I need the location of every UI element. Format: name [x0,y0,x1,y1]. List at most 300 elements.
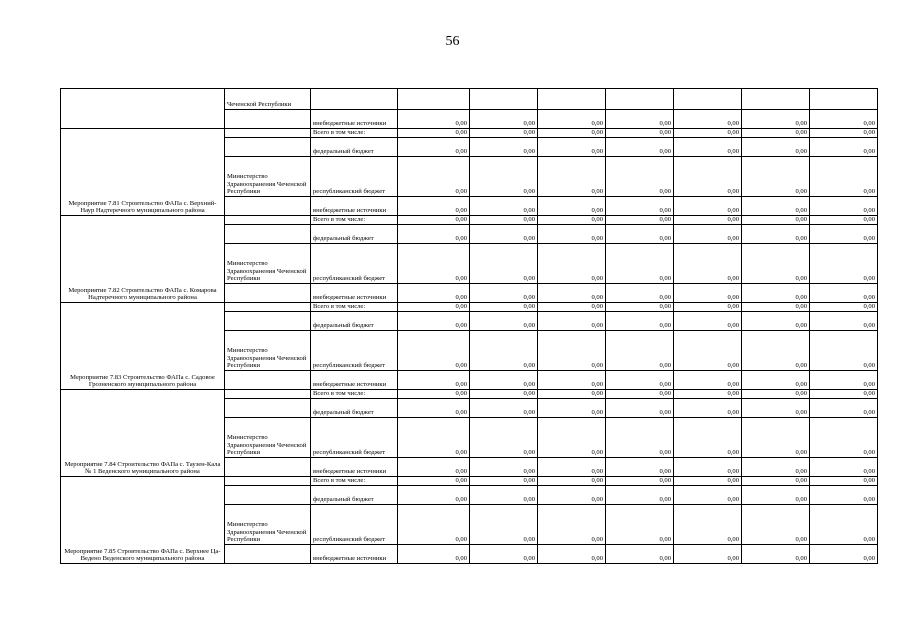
value-text: 0,00 [523,496,535,504]
value-text: 0,00 [795,120,807,128]
source-cell [311,458,398,477]
value-text: 0,00 [455,129,467,137]
source-label: республиканский бюджет [313,449,386,457]
source-label: Всего в том числе: [313,477,366,485]
value-text: 0,00 [455,555,467,563]
value-text: 0,00 [523,477,535,485]
value-cell [674,157,742,197]
table-row [61,89,878,110]
value-cell [742,284,810,303]
value-text: 0,00 [455,148,467,156]
value-cell [398,399,470,418]
value-cell [470,157,538,197]
value-cell [606,399,674,418]
value-cell [470,138,538,157]
value-cell [470,303,538,312]
value-cell [538,390,606,399]
value-text: 0,00 [591,216,603,224]
value-text: 0,00 [863,120,875,128]
source-label: федеральный бюджет [313,322,374,330]
source-label: Всего в том числе: [313,303,366,311]
executor-cell [225,545,311,564]
value-text: 0,00 [455,409,467,417]
value-text: 0,00 [591,390,603,398]
value-text: 0,00 [659,468,671,476]
value-cell [810,399,878,418]
value-text: 0,00 [591,322,603,330]
value-cell [398,244,470,284]
source-cell [311,138,398,157]
value-text: 0,00 [795,555,807,563]
source-cell [311,225,398,244]
value-text: 0,00 [795,381,807,389]
value-text: 0,00 [863,207,875,215]
value-text: 0,00 [591,468,603,476]
source-cell [311,129,398,138]
value-cell [470,129,538,138]
value-text: 0,00 [523,322,535,330]
source-cell [311,477,398,486]
table-row [61,129,878,138]
executor-cell [225,486,311,505]
value-text: 0,00 [795,303,807,311]
value-cell [470,244,538,284]
value-cell [606,225,674,244]
value-text: 0,00 [659,496,671,504]
executor-cell [225,505,311,545]
value-cell [398,303,470,312]
executor-cell [225,284,311,303]
value-cell [810,244,878,284]
value-cell [674,331,742,371]
value-text: 0,00 [727,409,739,417]
value-text: 0,00 [659,207,671,215]
value-cell [470,312,538,331]
value-text: 0,00 [659,322,671,330]
executor-cell [225,89,311,110]
value-text: 0,00 [523,216,535,224]
value-text: 0,00 [727,449,739,457]
value-cell [538,303,606,312]
value-text: 0,00 [523,303,535,311]
value-text: 0,00 [727,362,739,370]
value-cell [674,486,742,505]
value-text: 0,00 [659,409,671,417]
value-text: 0,00 [455,216,467,224]
value-cell [538,89,606,110]
executor-cell [225,129,311,138]
value-text: 0,00 [863,409,875,417]
value-cell [398,390,470,399]
executor-cell [225,312,311,331]
value-text: 0,00 [523,120,535,128]
source-cell [311,331,398,371]
source-label: республиканский бюджет [313,275,386,283]
value-cell [398,138,470,157]
value-text: 0,00 [863,294,875,302]
value-text: 0,00 [523,536,535,544]
value-cell [470,216,538,225]
value-cell [742,216,810,225]
value-cell [538,505,606,545]
value-cell [470,486,538,505]
value-cell [810,486,878,505]
value-cell [674,197,742,216]
value-text: 0,00 [727,294,739,302]
value-cell [606,458,674,477]
value-cell [674,545,742,564]
value-cell [398,418,470,458]
value-cell [742,371,810,390]
value-cell [810,418,878,458]
value-text: 0,00 [591,449,603,457]
value-cell [742,418,810,458]
value-cell [470,390,538,399]
value-text: 0,00 [659,275,671,283]
value-text: 0,00 [455,275,467,283]
value-cell [810,545,878,564]
executor-cell [225,331,311,371]
executor-label: Министерство Здравоохранения Чеченской Республики [227,173,307,196]
executor-label: Чеченской Республики [227,101,292,109]
executor-label: Министерство Здравоохранения Чеченской Республики [227,347,307,370]
source-label: республиканский бюджет [313,362,386,370]
value-text: 0,00 [455,303,467,311]
value-cell [674,371,742,390]
value-text: 0,00 [591,536,603,544]
value-cell [810,390,878,399]
source-cell [311,216,398,225]
value-cell [606,197,674,216]
value-text: 0,00 [863,362,875,370]
source-cell [311,312,398,331]
value-cell [606,418,674,458]
event-title-cell [61,129,225,216]
value-text: 0,00 [863,477,875,485]
value-cell [810,371,878,390]
value-text: 0,00 [863,216,875,224]
value-text: 0,00 [659,362,671,370]
value-cell [398,284,470,303]
source-label: Всего в том числе: [313,216,366,224]
value-text: 0,00 [727,303,739,311]
value-cell [674,418,742,458]
value-text: 0,00 [727,216,739,224]
value-text: 0,00 [455,294,467,302]
value-text: 0,00 [659,536,671,544]
value-cell [538,486,606,505]
source-cell [311,110,398,129]
value-text: 0,00 [523,235,535,243]
source-label: внебюджетные источники [313,207,387,215]
value-text: 0,00 [795,322,807,330]
value-text: 0,00 [591,555,603,563]
value-text: 0,00 [795,294,807,302]
value-text: 0,00 [659,129,671,137]
value-cell [538,399,606,418]
value-text: 0,00 [523,381,535,389]
value-cell [742,331,810,371]
value-text: 0,00 [591,207,603,215]
value-cell [398,477,470,486]
value-cell [606,216,674,225]
value-text: 0,00 [795,409,807,417]
value-cell [606,486,674,505]
value-text: 0,00 [591,148,603,156]
value-cell [810,89,878,110]
table-row [61,390,878,399]
value-cell [674,312,742,331]
value-cell [470,545,538,564]
value-text: 0,00 [727,188,739,196]
value-text: 0,00 [591,188,603,196]
executor-cell [225,110,311,129]
value-text: 0,00 [863,536,875,544]
executor-cell [225,477,311,486]
value-cell [742,138,810,157]
value-text: 0,00 [455,477,467,485]
value-cell [742,197,810,216]
value-cell [742,505,810,545]
value-cell [538,197,606,216]
value-cell [742,89,810,110]
value-text: 0,00 [863,449,875,457]
value-text: 0,00 [863,235,875,243]
value-cell [398,225,470,244]
value-text: 0,00 [523,409,535,417]
value-text: 0,00 [727,322,739,330]
value-cell [742,486,810,505]
value-text: 0,00 [795,390,807,398]
value-text: 0,00 [863,322,875,330]
value-text: 0,00 [591,129,603,137]
value-text: 0,00 [591,381,603,389]
source-label: внебюджетные источники [313,555,387,563]
value-cell [742,458,810,477]
value-cell [810,110,878,129]
value-cell [538,129,606,138]
value-text: 0,00 [727,496,739,504]
value-text: 0,00 [863,496,875,504]
value-text: 0,00 [455,188,467,196]
value-text: 0,00 [863,188,875,196]
value-text: 0,00 [727,120,739,128]
value-cell [538,244,606,284]
value-text: 0,00 [455,120,467,128]
source-label: Всего в том числе: [313,129,366,137]
value-text: 0,00 [727,207,739,215]
value-cell [810,312,878,331]
executor-cell [225,390,311,399]
value-text: 0,00 [523,129,535,137]
budget-table [60,88,878,564]
value-cell [674,390,742,399]
value-cell [674,89,742,110]
value-cell [538,225,606,244]
value-text: 0,00 [863,381,875,389]
value-cell [398,545,470,564]
value-text: 0,00 [591,303,603,311]
source-cell [311,399,398,418]
value-cell [674,399,742,418]
executor-cell [225,303,311,312]
executor-label: Министерство Здравоохранения Чеченской Республики [227,434,307,457]
value-cell [810,216,878,225]
value-text: 0,00 [863,390,875,398]
value-cell [810,138,878,157]
value-cell [810,505,878,545]
source-label: федеральный бюджет [313,496,374,504]
value-cell [470,197,538,216]
value-cell [674,244,742,284]
value-text: 0,00 [863,303,875,311]
executor-cell [225,197,311,216]
value-text: 0,00 [659,449,671,457]
value-cell [606,138,674,157]
value-text: 0,00 [455,235,467,243]
value-text: 0,00 [727,235,739,243]
source-cell [311,505,398,545]
value-text: 0,00 [455,322,467,330]
value-text: 0,00 [727,148,739,156]
source-label: Всего в том числе: [313,390,366,398]
value-cell [810,157,878,197]
value-cell [810,129,878,138]
value-text: 0,00 [455,362,467,370]
value-cell [538,458,606,477]
value-text: 0,00 [591,294,603,302]
executor-cell [225,138,311,157]
value-text: 0,00 [727,390,739,398]
event-title: Мероприятие 7.81 Строительство ФАПа с. Верхний-Наур Надтеречного муниципального района [68,199,217,215]
value-cell [470,110,538,129]
executor-cell [225,399,311,418]
source-cell [311,197,398,216]
value-cell [606,312,674,331]
value-text: 0,00 [659,120,671,128]
value-text: 0,00 [523,275,535,283]
value-text: 0,00 [591,275,603,283]
value-cell [538,418,606,458]
value-cell [398,458,470,477]
value-cell [398,110,470,129]
value-text: 0,00 [659,381,671,389]
value-cell [674,458,742,477]
value-text: 0,00 [727,555,739,563]
value-text: 0,00 [727,477,739,485]
value-cell [742,157,810,197]
value-cell [674,225,742,244]
event-title-cell [61,216,225,303]
value-cell [398,129,470,138]
value-cell [606,89,674,110]
value-text: 0,00 [659,235,671,243]
value-cell [398,486,470,505]
source-cell [311,545,398,564]
value-cell [606,371,674,390]
value-cell [470,331,538,371]
value-text: 0,00 [591,496,603,504]
value-cell [810,458,878,477]
value-text: 0,00 [795,216,807,224]
value-cell [742,390,810,399]
executor-cell [225,458,311,477]
source-cell [311,486,398,505]
value-cell [810,331,878,371]
value-cell [538,216,606,225]
value-text: 0,00 [455,449,467,457]
source-label: федеральный бюджет [313,148,374,156]
value-cell [470,89,538,110]
value-text: 0,00 [523,294,535,302]
source-cell [311,371,398,390]
value-cell [742,129,810,138]
value-text: 0,00 [863,129,875,137]
source-cell [311,244,398,284]
value-cell [606,390,674,399]
value-text: 0,00 [863,555,875,563]
value-cell [538,477,606,486]
value-cell [470,505,538,545]
value-cell [398,312,470,331]
value-text: 0,00 [795,468,807,476]
value-text: 0,00 [727,275,739,283]
value-cell [810,225,878,244]
value-cell [538,331,606,371]
value-text: 0,00 [523,555,535,563]
value-cell [470,284,538,303]
value-text: 0,00 [863,275,875,283]
value-cell [810,303,878,312]
value-text: 0,00 [591,409,603,417]
value-cell [674,477,742,486]
value-text: 0,00 [795,207,807,215]
source-cell [311,390,398,399]
executor-cell [225,225,311,244]
executor-label: Министерство Здравоохранения Чеченской Республики [227,260,307,283]
table-row [61,303,878,312]
source-label: республиканский бюджет [313,536,386,544]
event-title-cell [61,477,225,564]
executor-cell [225,244,311,284]
value-cell [470,477,538,486]
value-cell [742,303,810,312]
value-cell [606,244,674,284]
value-cell [674,110,742,129]
value-cell [538,312,606,331]
value-text: 0,00 [795,449,807,457]
value-cell [742,225,810,244]
value-text: 0,00 [659,216,671,224]
value-cell [810,197,878,216]
value-text: 0,00 [795,235,807,243]
value-cell [742,477,810,486]
value-text: 0,00 [455,468,467,476]
value-text: 0,00 [455,207,467,215]
value-cell [742,312,810,331]
table-row [61,477,878,486]
value-cell [398,89,470,110]
value-cell [742,110,810,129]
source-label: республиканский бюджет [313,188,386,196]
source-label: внебюджетные источники [313,468,387,476]
event-cell [61,89,225,129]
value-text: 0,00 [591,362,603,370]
value-cell [470,225,538,244]
source-label: федеральный бюджет [313,409,374,417]
source-label: внебюджетные источники [313,294,387,302]
value-text: 0,00 [523,362,535,370]
